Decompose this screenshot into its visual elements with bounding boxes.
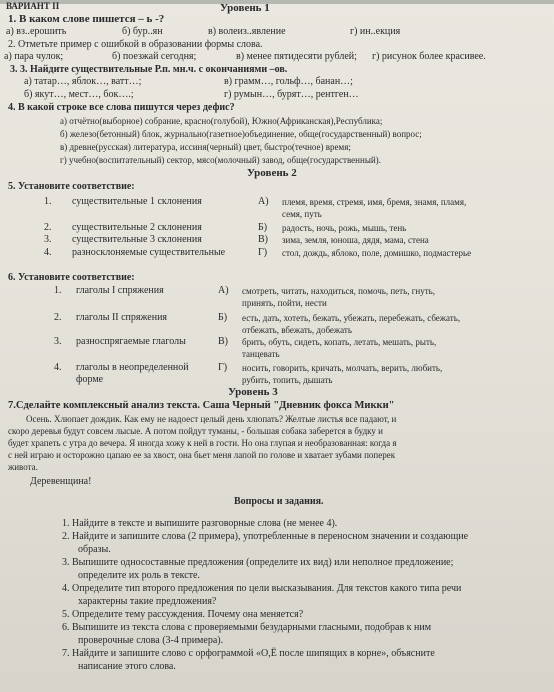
q6-right-v-key: В) xyxy=(218,336,228,347)
task-6-cont: проверочные слова (3-4 примера). xyxy=(78,635,224,646)
q6-right-v-cont: танцевать xyxy=(242,349,280,359)
task-3: 3. Выпишите односоставные предложения (определите их вид) или неполное предложение; xyxy=(62,557,454,568)
text-author: Деревенщина! xyxy=(30,476,92,487)
q6-left-3: разноспрягаемые глаголы xyxy=(76,336,186,347)
q6-right-a-key: А) xyxy=(218,285,229,296)
q2-option-b: б) поезжай сегодня; xyxy=(112,51,197,62)
q6-left-2: глаголы II спряжения xyxy=(76,312,168,323)
q5-right-a: племя, время, стремя, имя, бремя, знамя, пламя, xyxy=(282,197,467,207)
question-5: 5. Установите соответствие: xyxy=(8,181,135,192)
q6-right-v: брить, обуть, сидеть, копать, летать, мешать, рыть, xyxy=(242,337,437,347)
q6-left-1: глаголы I спряжения xyxy=(76,285,164,296)
q6-right-a-cont: принять, пойти, нести xyxy=(242,298,327,308)
q6-left-2-num: 2. xyxy=(54,312,62,323)
level-3-title: Уровень 3 xyxy=(228,386,278,398)
q1-option-d: г) ин..екция xyxy=(350,26,401,37)
task-2-cont: образы. xyxy=(78,544,111,555)
task-4: 4. Определите тип второго предложения по цели высказывания. Для текстов какого типа речи xyxy=(62,583,462,594)
q5-left-2: существительные 2 склонения xyxy=(72,222,202,233)
question-6: 6. Установите соответствие: xyxy=(8,272,135,283)
task-7-cont: написание этого слова. xyxy=(78,661,176,672)
q3-option-b: б) якут…, мест…, бок….; xyxy=(24,89,134,100)
q5-right-a-key: А) xyxy=(258,196,269,207)
q6-right-b: есть, дать, хотеть, бежать, убежать, перебежать, сбежать, xyxy=(242,313,461,323)
q6-right-g-cont: рубить, топить, дышать xyxy=(242,375,333,385)
text-line-2: скоро деревья будут совсем лысые. А потом пойдут туманы, - большая собака заберется в будку и xyxy=(8,426,383,436)
q1-option-a: а) вз..ерошить xyxy=(6,26,67,37)
task-5: 5. Определите тему рассуждения. Почему она меняется? xyxy=(62,609,304,620)
question-1: 1. В каком слове пишется – ь -? xyxy=(8,13,165,25)
level-2-title: Уровень 2 xyxy=(247,167,297,179)
text-line-5: живота. xyxy=(8,462,38,472)
task-1: 1. Найдите в тексте и выпишите разговорные слова (не менее 4). xyxy=(62,518,338,529)
page-top-edge xyxy=(0,0,554,4)
question-4: 4. В какой строке все слова пишутся через дефис? xyxy=(8,102,235,113)
q2-option-c: в) менее пятидесяти рублей; xyxy=(236,51,357,62)
q5-right-b-key: Б) xyxy=(258,222,268,233)
q6-right-g-key: Г) xyxy=(218,362,228,373)
q4-option-a: а) отчётно(выборное) собрание, красно(голубой), Южно(Африканская),Республика; xyxy=(60,116,383,126)
task-2: 2. Найдите и запишите слова (2 примера), употребленные в переносном значении и создающие xyxy=(62,531,469,542)
q5-right-a-cont: семя, путь xyxy=(282,209,322,219)
q5-left-3: существительные 3 склонения xyxy=(72,234,202,245)
q5-left-4-num: 4. xyxy=(44,247,52,258)
q6-left-3-num: 3. xyxy=(54,336,62,347)
question-3: 3. 3. Найдите существительные Р.п. мн.ч. с окончаниями –ов. xyxy=(10,64,288,75)
q4-option-g: г) учебно(воспитательный) сектор, мясо(молочный) завод, обще(государственный). xyxy=(60,155,381,165)
text-line-3: будет храпеть с утра до вечера. Я иногда хожу к ней в гости. Но она глупая и необразованная: когда я xyxy=(8,438,397,448)
variant-label: ВАРИАНТ II xyxy=(6,1,60,11)
q6-right-b-key: Б) xyxy=(218,312,228,323)
text-line-1: Осень. Хлюпает дождик. Как ему не надоест целый день хлюпать? Желтые листья все падают, и xyxy=(26,414,397,424)
q5-left-4: разносклоняемые существительные xyxy=(72,247,226,258)
q4-option-v: в) древне(русская) литература, иссиня(черный) цвет, быстро(течное) время; xyxy=(60,142,351,152)
q5-left-3-num: 3. xyxy=(44,234,52,245)
q5-right-g-key: Г) xyxy=(258,247,268,258)
q6-left-4-cont: форме xyxy=(76,374,104,385)
q5-left-2-num: 2. xyxy=(44,222,52,233)
q3-option-a: а) татар…, яблок…, ватт…; xyxy=(24,76,142,87)
q6-left-4-num: 4. xyxy=(54,362,62,373)
q6-right-g: носить, говорить, кричать, молчать, верить, любить, xyxy=(242,363,443,373)
q5-left-1: существительные 1 склонения xyxy=(72,196,202,207)
q6-left-1-num: 1. xyxy=(54,285,62,296)
q5-right-v-key: В) xyxy=(258,234,268,245)
q5-left-1-num: 1. xyxy=(44,196,52,207)
text-line-4: с ней играю и осторожно цапаю ее за хвост, она бьет меня лапой по голове и хватает зубами поперек xyxy=(8,450,396,460)
q2-option-a: а) пара чулок; xyxy=(4,51,64,62)
q6-right-b-cont: отбежать, вбежать, добежать xyxy=(242,325,352,335)
q1-option-c: в) волеиз..явление xyxy=(208,26,286,37)
q3-option-g: г) румын…, бурят…, рентген… xyxy=(224,89,359,100)
q5-right-b: радость, ночь, рожь, мышь, тень xyxy=(282,223,407,233)
q2-option-d: г) рисунок более красивее. xyxy=(372,51,486,62)
q3-option-v: в) грамм…, гольф…, банан…; xyxy=(224,76,353,87)
tasks-title: Вопросы и задания. xyxy=(234,496,324,507)
q6-right-a: смотреть, читать, находиться, помочь, петь, гнуть, xyxy=(242,286,435,296)
q5-right-g: стол, дождь, яблоко, поле, домишко, подмастерье xyxy=(282,248,472,258)
task-6: 6. Выпишите из текста слова с проверяемыми безударными гласными, подобрав к ним xyxy=(62,622,432,633)
q1-option-b: б) бур..ян xyxy=(122,26,163,37)
task-3-cont: определите их роль в тексте. xyxy=(78,570,200,581)
task-4-cont: характерны такие предложения? xyxy=(78,596,217,607)
q5-right-v: зима, земля, юноша, дядя, мама, стена xyxy=(282,235,429,245)
question-2: 2. Отметьте пример с ошибкой в образовании формы слова. xyxy=(8,39,263,50)
task-7: 7. Найдите и запишите слово с орфограммой «О,Ё после шипящих в корне», объясните xyxy=(62,648,435,659)
question-7: 7.Сделайте комплексный анализ текста. Саша Черный "Дневник фокса Микки" xyxy=(8,400,395,411)
level-1-title: Уровень 1 xyxy=(220,2,270,14)
q6-left-4: глаголы в неопределенной xyxy=(76,362,189,373)
q4-option-b: б) железо(бетонный) блок, журнально(газетное)объединение, обще(государственный) вопрос; xyxy=(60,129,422,139)
